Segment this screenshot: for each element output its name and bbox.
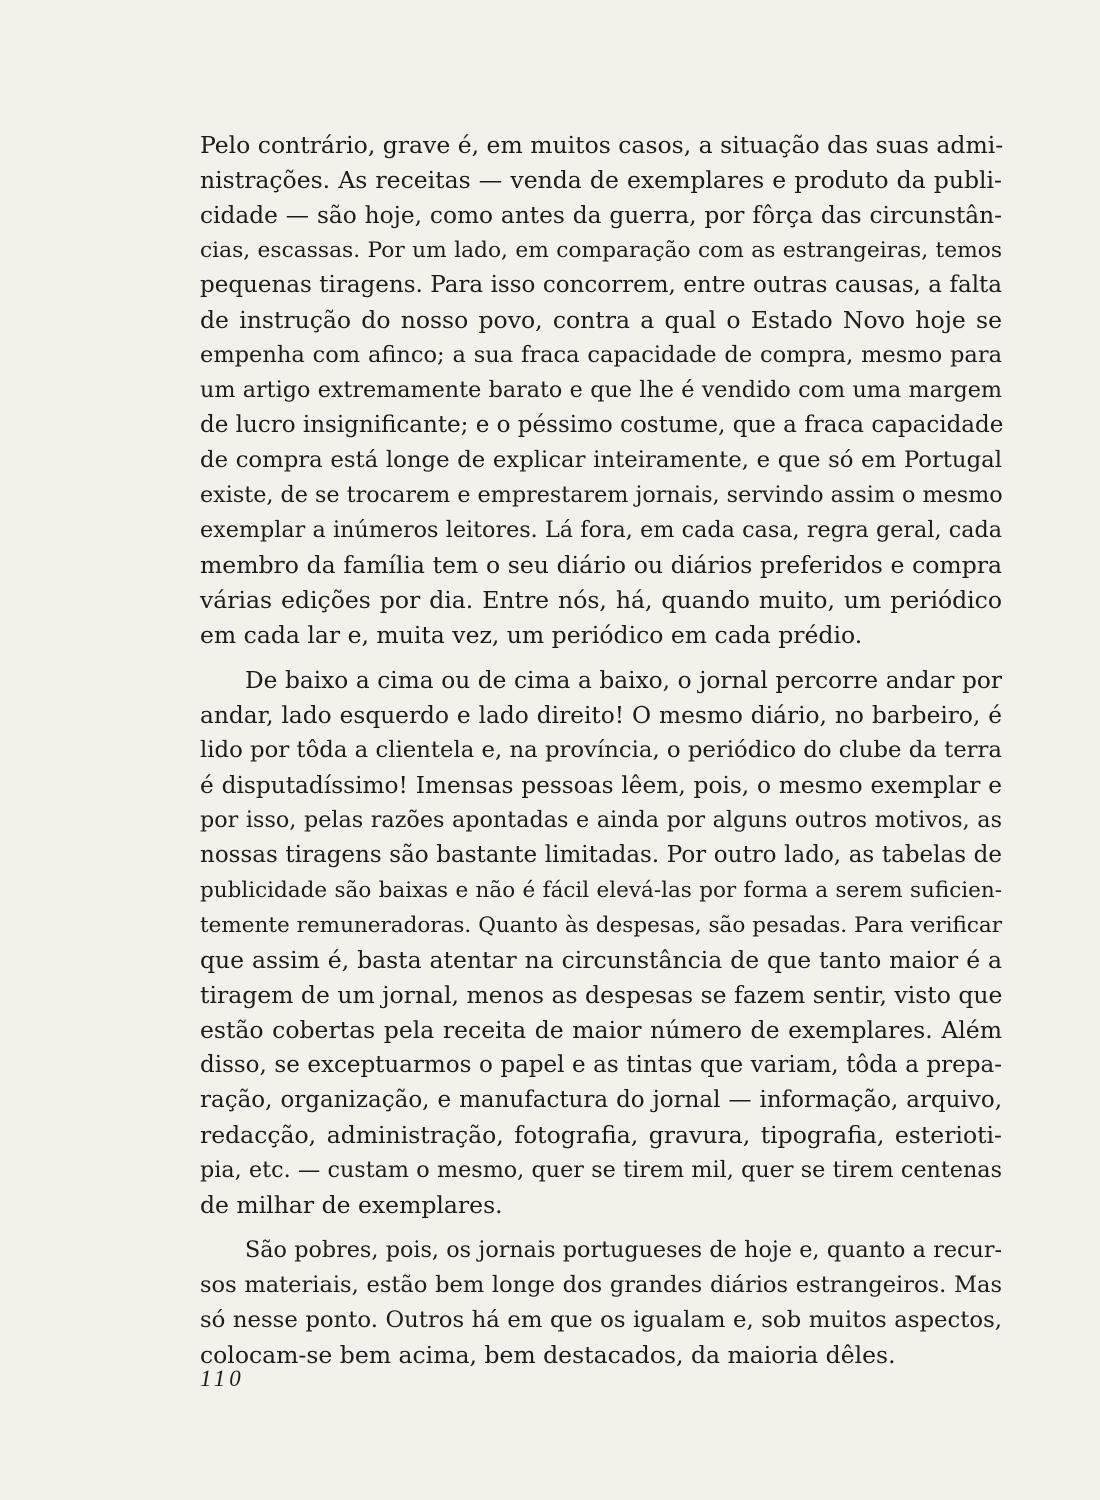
text-line: sos materiais, estão bem longe dos grandes diários estrangeiros. Mas (200, 1272, 1002, 1298)
text-line: andar, lado esquerdo e lado direito! O mesmo diário, no barbeiro, é (200, 702, 1002, 729)
text-line: existe, de se trocarem e emprestarem jornais, servindo assim o mesmo (200, 482, 1003, 508)
text-line: estão cobertas pela receita de maior número de exemplares. Além (200, 1016, 1002, 1044)
text-line: disso, se exceptuarmos o papel e as tintas que variam, tôda a prepa- (200, 1052, 1002, 1078)
text-line: empenha com afinco; a sua fraca capacidade de compra, mesmo para (200, 342, 1002, 368)
text-line: só nesse ponto. Outros há em que os igualam e, sob muitos aspectos, (200, 1307, 1002, 1333)
page-number: 110 (200, 1366, 245, 1391)
text-line: membro da família tem o seu diário ou diários preferidos e compra (200, 551, 1002, 579)
text-line: por isso, pelas razões apontadas e ainda por alguns outros motivos, as (200, 807, 1002, 833)
text-line: publicidade são baixas e não é fácil elevá-las por forma a serem suficien- (200, 878, 1002, 903)
text-line: colocam-se bem acima, bem destacados, da maioria dêles. (200, 1341, 896, 1369)
text-line: temente remuneradoras. Quanto às despesas, são pesadas. Para verificar (200, 913, 1002, 938)
text-line: redacção, administração, fotografia, gravura, tipografia, esterioti- (200, 1121, 1002, 1149)
paragraph (200, 128, 1002, 653)
text-line: várias edições por dia. Entre nós, há, quando muito, um periódico (200, 586, 1002, 614)
text-line: é disputadíssimo! Imensas pessoas lêem, pois, o mesmo exemplar e (200, 772, 1002, 799)
text-line: em cada lar e, muita vez, um periódico em cada prédio. (200, 621, 863, 649)
paragraph (200, 663, 1002, 1223)
text-line: de lucro insignificante; e o péssimo costume, que a fraca capacidade (200, 412, 1004, 438)
text-line: cias, escassas. Por um lado, em comparação com as estrangeiras, temos (200, 238, 1002, 263)
text-line: Pelo contrário, grave é, em muitos casos, a situação das suas admi- (200, 131, 1004, 159)
text-line: lido por tôda a clientela e, na província, o periódico do clube da terra (200, 737, 1002, 763)
text-line: pequenas tiragens. Para isso concorrem, entre outras causas, a falta (200, 272, 1002, 298)
text-line: de milhar de exemplares. (200, 1191, 503, 1219)
text-line: ração, organização, e manufactura do jornal — informação, arquivo, (200, 1087, 1002, 1113)
text-line: um artigo extremamente barato e que lhe é vendido com uma margem (200, 377, 1002, 403)
text-line: exemplar a inúmeros leitores. Lá fora, em cada casa, regra geral, cada (200, 517, 1002, 543)
text-line: São pobres, pois, os jornais portugueses de hoje e, quanto a recur- (245, 1237, 1002, 1263)
text-line: pia, etc. — custam o mesmo, quer se tirem mil, quer se tirem centenas (200, 1157, 1002, 1183)
text-line: De baixo a cima ou de cima a baixo, o jornal percorre andar por (245, 667, 1002, 694)
text-line: nistrações. As receitas — venda de exemplares e produto da publi- (200, 166, 1002, 194)
text-line: de instrução do nosso povo, contra a qual o Estado Novo hoje se (200, 306, 1002, 334)
body-text (200, 128, 1002, 1373)
text-line: nossas tiragens são bastante limitadas. Por outro lado, as tabelas de (200, 842, 1002, 868)
text-line: cidade — são hoje, como antes da guerra, por fôrça das circunstân- (200, 202, 1002, 229)
text-line: de compra está longe de explicar inteiramente, e que só em Portugal (200, 447, 1002, 473)
text-line: que assim é, basta atentar na circunstância de que tanto maior é a (200, 946, 1002, 974)
paragraph (200, 1233, 1002, 1373)
text-line: tiragem de um jornal, menos as despesas se fazem sentir, visto que (200, 981, 1003, 1009)
